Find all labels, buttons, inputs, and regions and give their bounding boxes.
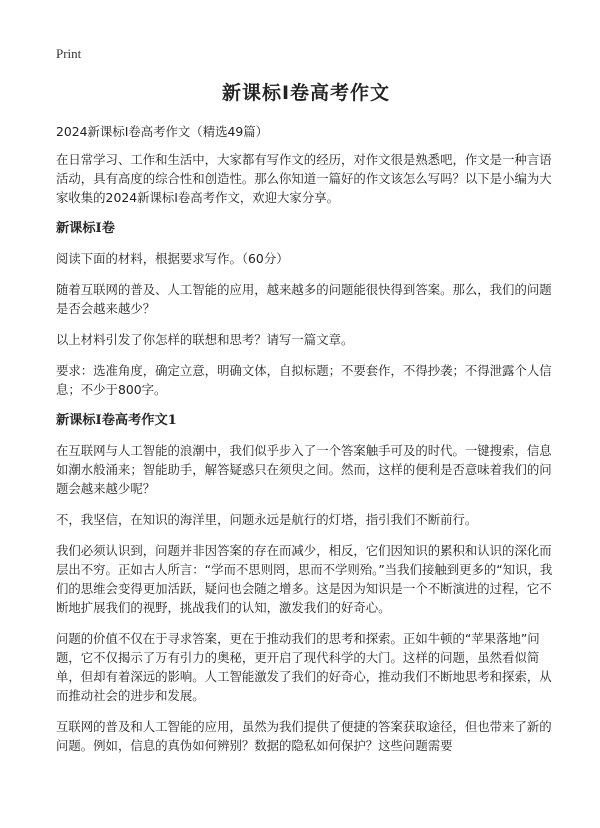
print-link[interactable]: Print bbox=[56, 46, 82, 61]
paragraph: 问题的价值不仅在于寻求答案，更在于推动我们的思考和探索。正如牛顿的“苹果落地”问题，它不仅揭示了万有引力的奥秘，更开启了现代科学的大门。这样的问题，虽然看似简单，但却有着深远的影响。人工智能激发了我们的好奇心，推动我们不断地思考和探索，从而推动社会的进步和发展。 bbox=[56, 631, 552, 703]
paragraph: 我们必须认识到，问题并非因答案的存在而减少，相反，它们因知识的累积和认识的深化而层出不穷。正如古人所言：“学而不思则罔，思而不学则殆。”当我们接触到更多的“知识，我们的思维会变得更加活跃，疑问也会随之增多。这是因为知识是一个不断演进的过程，它不断地扩展我们的视野，挑战我们的认知，激发我们的好奇心。 bbox=[56, 543, 553, 615]
paragraph: 在互联网与人工智能的浪潮中，我们似乎步入了一个答案触手可及的时代。一键搜索，信息如潮水般涌来；智能助手，解答疑惑只在须臾之间。然而，这样的便利是否意味着我们的问题会越来越少呢？ bbox=[56, 443, 552, 496]
paragraph: 要求：选准角度，确定立意，明确文体，自拟标题；不要套作，不得抄袭；不得泄露个人信息；不少于800字。 bbox=[56, 363, 552, 397]
intro-paragraph: 在日常学习、工作和生活中，大家都有写作文的经历，对作文很是熟悉吧，作文是一种言语活动，具有高度的综合性和创造性。那么你知道一篇好的作文该怎么写吗？以下是小编为大家收集的2024新课标I卷高考作文，欢迎大家分享。 bbox=[56, 152, 552, 205]
paragraph: 阅读下面的材料，根据要求写作。（60分） bbox=[56, 251, 289, 266]
paragraph: 互联网的普及和人工智能的应用，虽然为我们提供了便捷的答案获取途径，但也带来了新的问题。例如，信息的真伪如何辨别？数据的隐私如何保护？这些问题需要 bbox=[56, 719, 552, 753]
paragraph: 不，我坚信，在知识的海洋里，问题永远是航行的灯塔，指引我们不断前行。 bbox=[56, 512, 478, 527]
article bbox=[56, 78, 556, 767]
section-heading: 新课标I卷 bbox=[56, 221, 115, 236]
paragraph: 随着互联网的普及、人工智能的应用，越来越多的问题能很快得到答案。那么，我们的问题是否会越来越少？ bbox=[56, 282, 552, 316]
page-title: 新课标Ⅰ卷高考作文 bbox=[221, 82, 391, 104]
article-subtitle: 2024新课标I卷高考作文（精选49篇） bbox=[56, 124, 269, 139]
section-heading: 新课标I卷高考作文1 bbox=[56, 413, 177, 428]
paragraph: 以上材料引发了你怎样的联想和思考？请写一篇文章。 bbox=[56, 332, 354, 347]
